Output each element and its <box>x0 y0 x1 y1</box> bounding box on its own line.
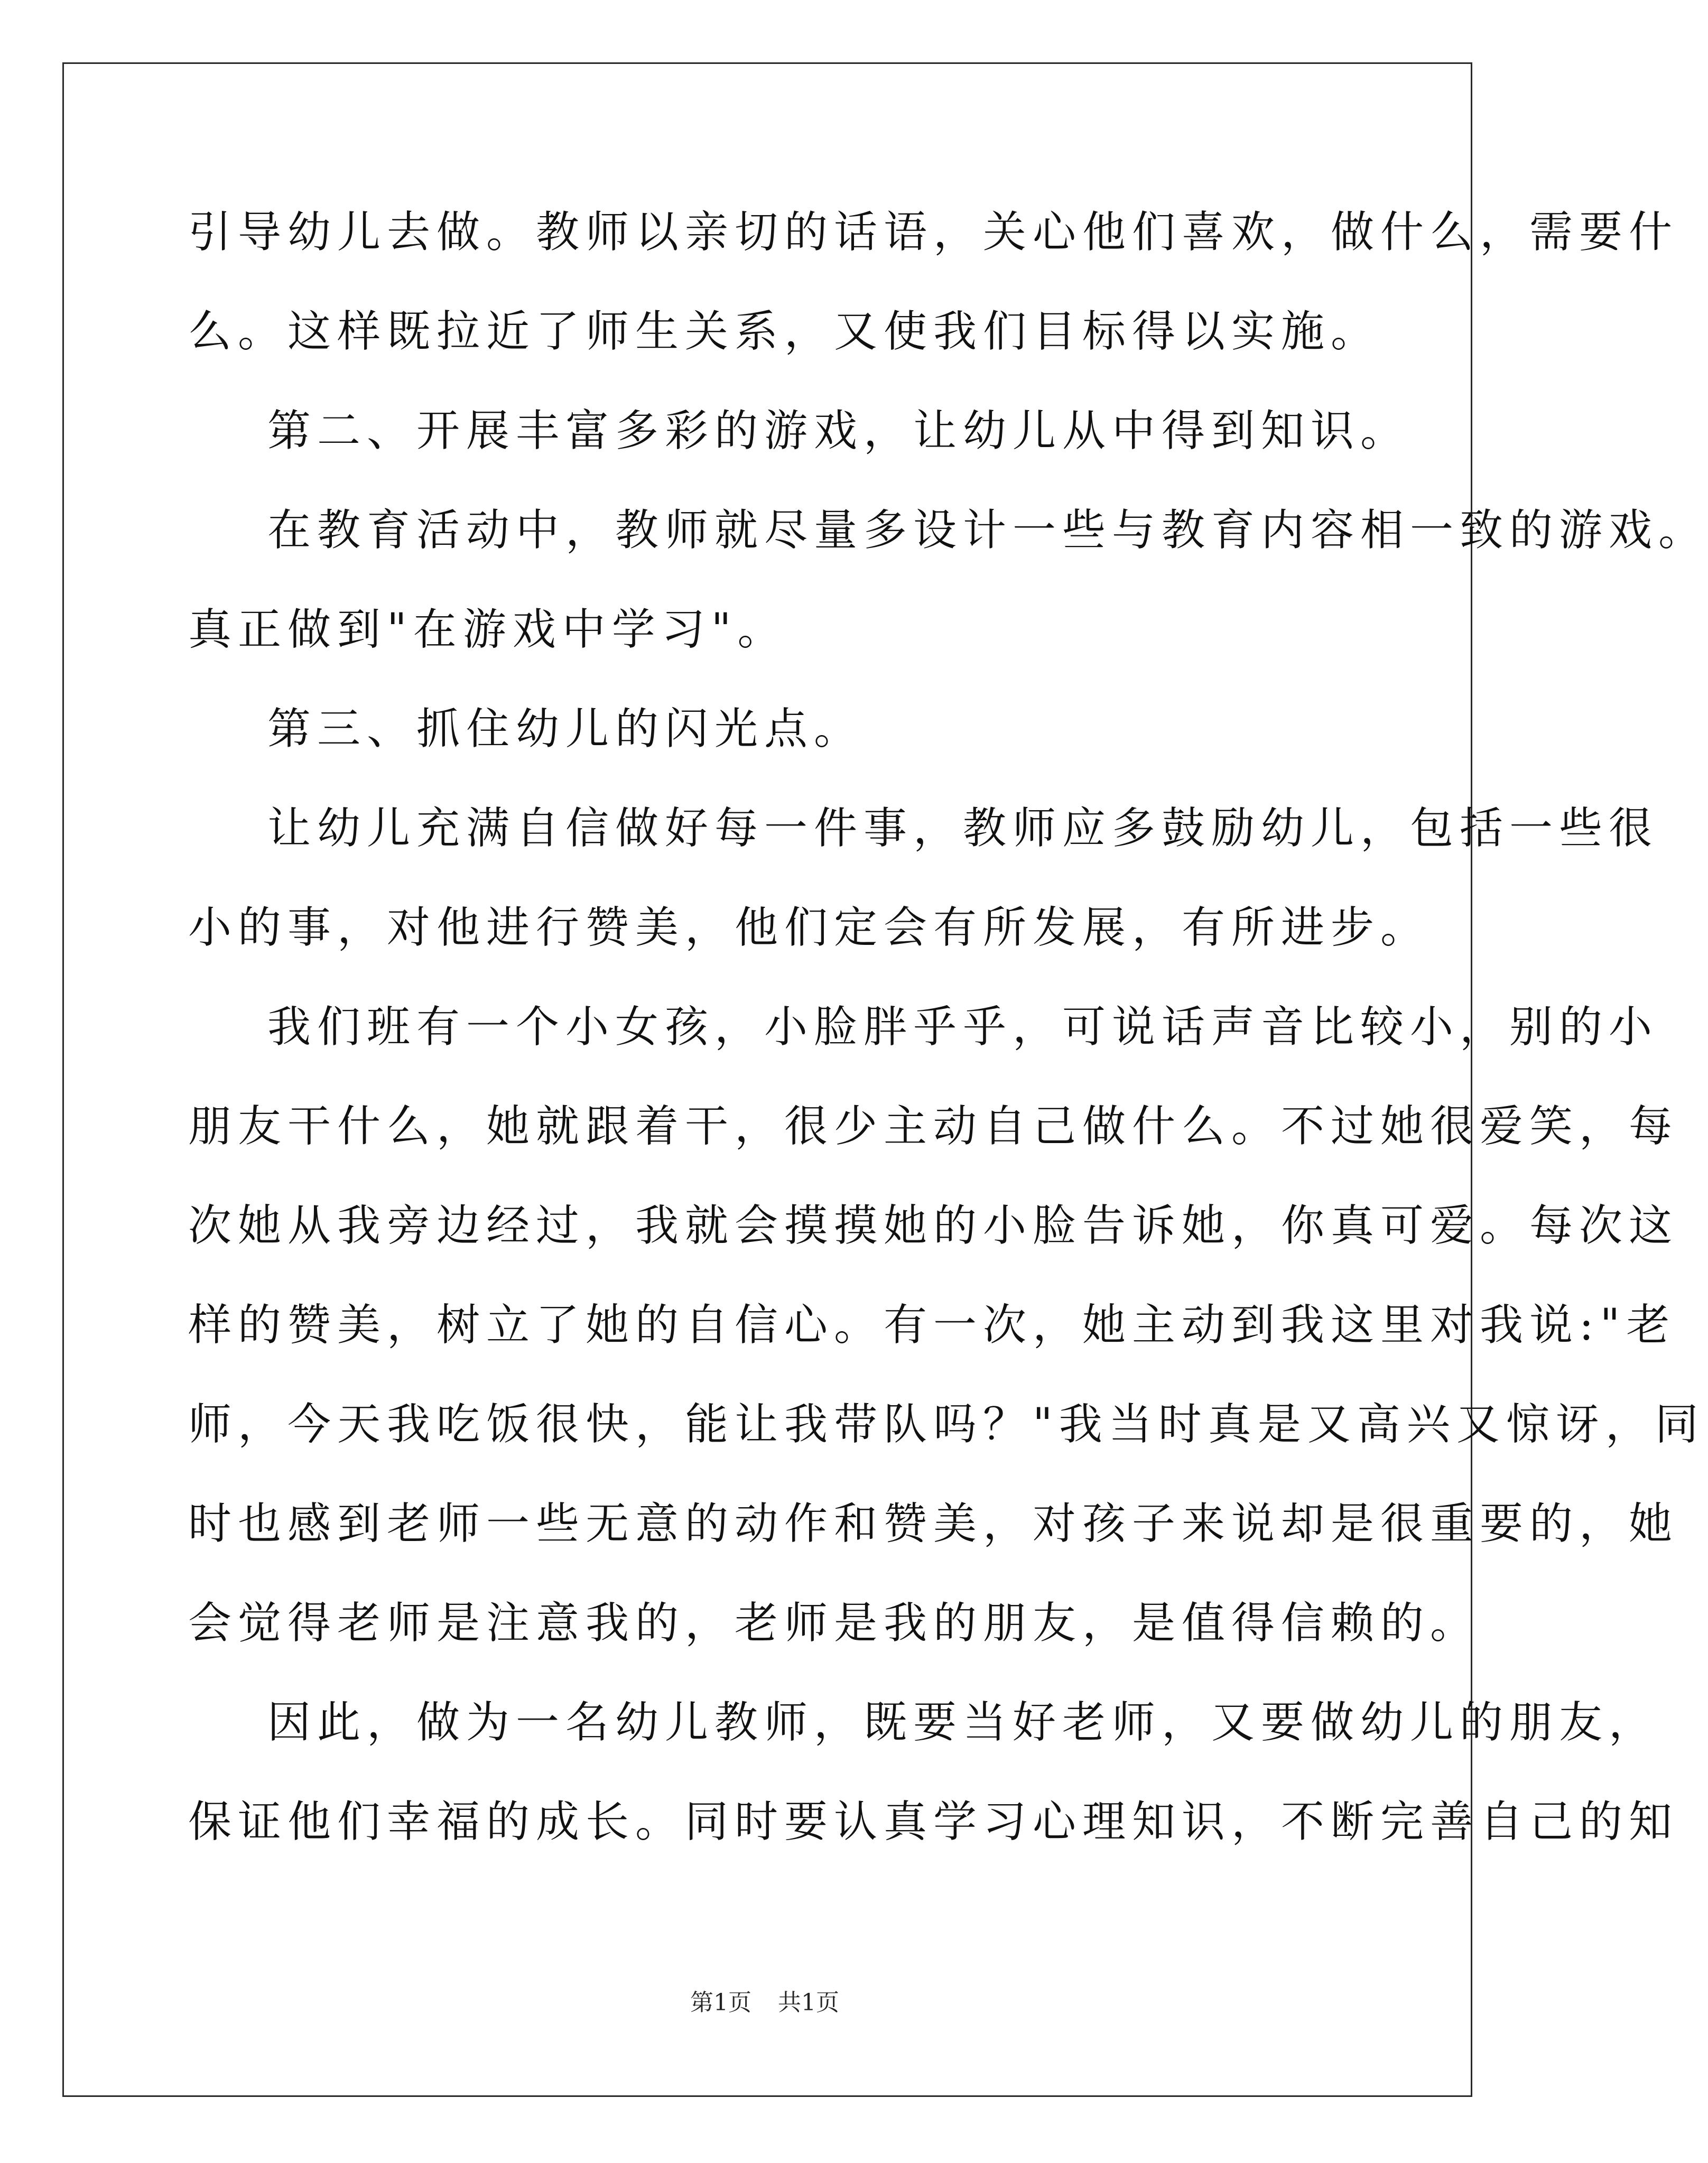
page-total: 共1页 <box>778 1989 839 2016</box>
text-line-7: 让幼儿充满自信做好每一件事，教师应多鼓励幼儿，包括一些很 <box>267 803 1659 853</box>
text-line-11: 次她从我旁边经过，我就会摸摸她的小脸告诉她，你真可爱。每次这 <box>188 1201 1679 1251</box>
text-line-1: 引导幼儿去做。教师以亲切的话语，关心他们喜欢，做什么，需要什 <box>188 207 1679 257</box>
text-line-8: 小的事，对他进行赞美，他们定会有所发展，有所进步。 <box>188 903 1431 953</box>
text-line-15: 会觉得老师是注意我的，老师是我的朋友，是值得信赖的。 <box>188 1598 1480 1648</box>
section-heading-2: 第二、开展丰富多彩的游戏，让幼儿从中得到知识。 <box>267 406 1410 456</box>
text-line-17: 保证他们幸福的成长。同时要认真学习心理知识，不断完善自己的知 <box>188 1797 1679 1847</box>
text-line-9: 我们班有一个小女孩，小脸胖乎乎，可说话声音比较小，别的小 <box>267 1002 1659 1052</box>
section-heading-3: 第三、抓住幼儿的闪光点。 <box>267 704 864 754</box>
text-line-14: 时也感到老师一些无意的动作和赞美，对孩子来说却是很重要的，她 <box>188 1499 1679 1549</box>
text-line-5: 真正做到"在游戏中学习"。 <box>188 605 787 655</box>
page-number: 第1页 <box>690 1989 751 2016</box>
page-footer <box>0 1987 1529 2019</box>
text-line-10: 朋友干什么，她就跟着干，很少主动自己做什么。不过她很爱笑，每 <box>188 1101 1679 1152</box>
text-line-4: 在教育活动中，教师就尽量多设计一些与教育内容相一致的游戏。 <box>267 505 1708 555</box>
text-line-2: 么。这样既拉近了师生关系，又使我们目标得以实施。 <box>188 307 1381 357</box>
text-line-12: 样的赞美，树立了她的自信心。有一次，她主动到我这里对我说:"老 <box>188 1300 1676 1350</box>
text-line-13: 师，今天我吃饭很快，能让我带队吗？"我当时真是又高兴又惊讶，同 <box>188 1399 1705 1450</box>
text-line-16: 因此，做为一名幼儿教师，既要当好老师，又要做幼儿的朋友， <box>267 1697 1659 1748</box>
